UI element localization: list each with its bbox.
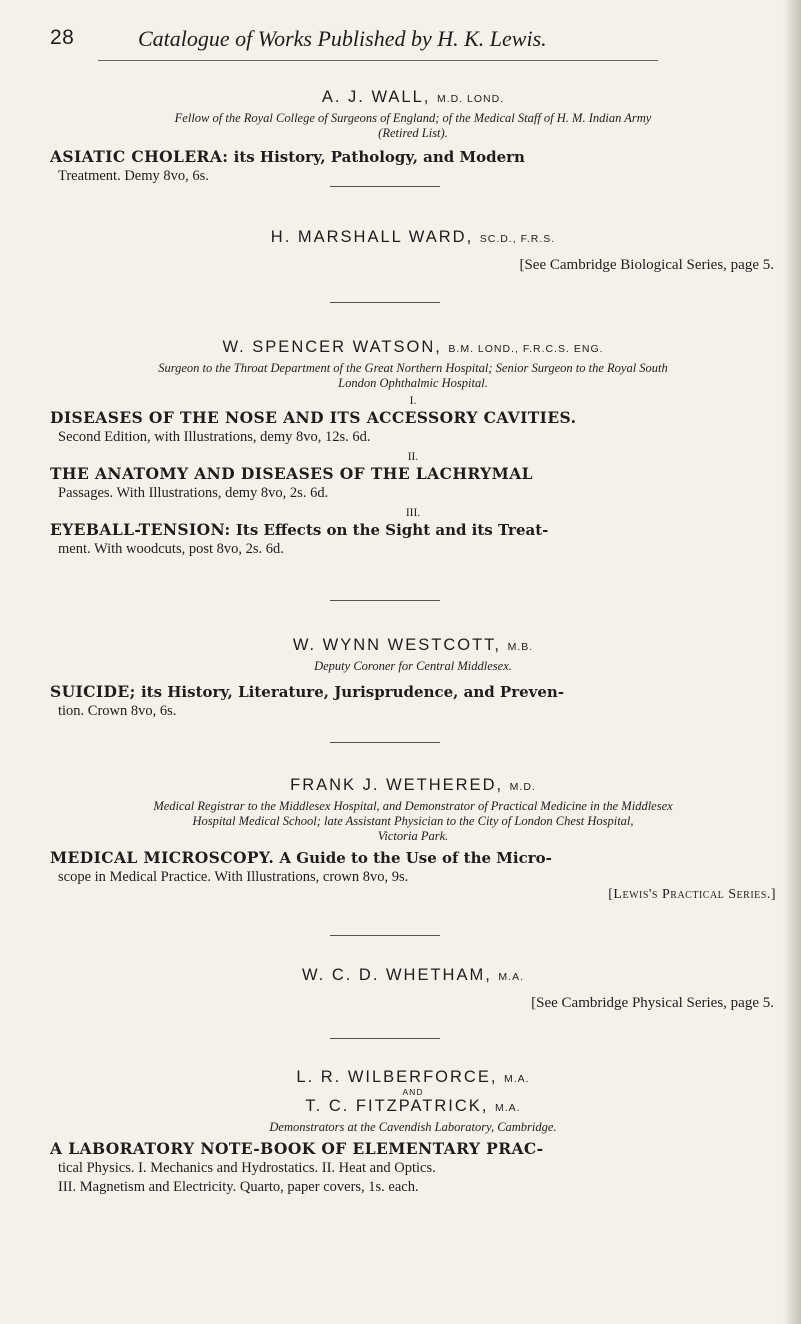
book-title-rest: A Guide to the Use of the Micro- (274, 849, 552, 867)
credentials-line: (Retired List). (378, 126, 448, 140)
author-name-text: W. C. D. WHETHAM, (301, 966, 492, 984)
book-title-rest: Its Effects on the Sight and its Treat- (230, 521, 549, 539)
coauthor-degree: M.A. (494, 1102, 521, 1114)
author-credentials (50, 1120, 776, 1135)
section-divider (330, 186, 440, 187)
roman-numeral: III. (405, 507, 421, 519)
book-listing (50, 848, 776, 868)
book-listing (50, 408, 776, 428)
book-title-rest: its History, Literature, Jurisprudence, and Preven- (135, 683, 565, 701)
author-name-text: A. J. WALL, (321, 88, 431, 106)
author-name (50, 636, 776, 655)
page-number: 28 (50, 26, 75, 49)
author-name (50, 1068, 776, 1087)
book-details: tion. Crown 8vo, 6s. (58, 703, 177, 719)
page-edge-shadow (783, 0, 801, 1324)
credentials-line: Victoria Park. (377, 829, 449, 843)
author-credentials (50, 799, 776, 844)
author-name (50, 88, 776, 107)
author-credentials (50, 361, 776, 391)
entry-westcott (50, 636, 776, 721)
author-degree: M.A. (498, 971, 524, 983)
author-credentials (50, 111, 776, 141)
entry-ward (50, 228, 776, 274)
entry-whetham (50, 966, 776, 1012)
credentials-line: Surgeon to the Throat Department of the Great Northern Hospital; Senior Surgeon to the Royal South (158, 361, 668, 375)
author-name (50, 966, 776, 985)
book-listing (50, 520, 776, 540)
series-note: [Lewis's Practical Series.] (608, 887, 776, 902)
credentials-line: Medical Registrar to the Middlesex Hospital, and Demonstrator of Practical Medicine in the Middlesex (153, 799, 673, 813)
author-degree: M.D. LOND. (436, 93, 505, 105)
author-name (50, 338, 776, 357)
author-name-text: W. WYNN WESTCOTT, (292, 636, 501, 654)
author-degree: M.A. (504, 1073, 530, 1085)
author-degree: SC.D., F.R.S. (479, 233, 556, 245)
author-degree: M.B. (507, 641, 534, 653)
cross-reference: [See Cambridge Physical Series, page 5. (531, 995, 774, 1011)
roman-numeral: II. (407, 451, 419, 463)
book-details: tical Physics. I. Mechanics and Hydrostatics. II. Heat and Optics. (58, 1160, 436, 1176)
book-listing (50, 1139, 776, 1159)
section-divider (330, 600, 440, 601)
credentials-line: Hospital Medical School; late Assistant Physician to the City of London Chest Hospital, (192, 814, 634, 828)
book-details: Passages. With Illustrations, demy 8vo, 2s. 6d. (58, 485, 329, 501)
book-title-rest: its History, Pathology, and Modern (228, 148, 525, 166)
book-title: A LABORATORY NOTE-BOOK OF ELEMENTARY PRAC- (50, 1139, 544, 1158)
credentials-line: London Ophthalmic Hospital. (338, 376, 488, 390)
author-name (50, 776, 776, 795)
book-details: III. Magnetism and Electricity. Quarto, paper covers, 1s. each. (58, 1179, 419, 1195)
header-rule (98, 60, 658, 61)
author-name (50, 228, 776, 247)
author-credentials (50, 659, 776, 674)
book-title: ASIATIC CHOLERA: (50, 147, 229, 166)
credentials-line: Deputy Coroner for Central Middlesex. (314, 659, 512, 673)
credentials-line: Demonstrators at the Cavendish Laboratory, Cambridge. (269, 1120, 557, 1134)
author-name-text: FRANK J. WETHERED, (290, 776, 504, 794)
book-title: DISEASES OF THE NOSE AND ITS ACCESSORY CAVITIES. (50, 408, 577, 427)
entry-wilberforce-fitzpatrick (50, 1068, 776, 1197)
roman-numeral: I. (409, 395, 417, 407)
cross-reference: [See Cambridge Biological Series, page 5. (519, 257, 774, 273)
section-divider (330, 302, 440, 303)
book-title: MEDICAL MICROSCOPY. (50, 848, 275, 867)
author-degree: B.M. LOND., F.R.C.S. ENG. (448, 343, 604, 355)
entry-wethered (50, 776, 776, 903)
book-title: SUICIDE; (50, 682, 136, 701)
page-header (50, 26, 761, 56)
book-listing (50, 464, 776, 484)
author-name-text: H. MARSHALL WARD, (270, 228, 474, 246)
book-details: ment. With woodcuts, post 8vo, 2s. 6d. (58, 541, 284, 557)
section-divider (330, 1038, 440, 1039)
conjunction: AND (402, 1087, 424, 1097)
coauthor-name-text: T. C. FITZPATRICK, (305, 1097, 489, 1115)
coauthor-name (50, 1097, 776, 1116)
author-degree: M.D. (509, 781, 536, 793)
running-title: Catalogue of Works Published by H. K. Lewis. (138, 26, 547, 51)
book-details: Treatment. Demy 8vo, 6s. (58, 168, 209, 184)
author-name-text: W. SPENCER WATSON, (222, 338, 442, 356)
book-listing (50, 682, 776, 702)
author-name-text: L. R. WILBERFORCE, (296, 1068, 498, 1086)
book-details: scope in Medical Practice. With Illustrations, crown 8vo, 9s. (58, 869, 409, 885)
book-details: Second Edition, with Illustrations, demy 8vo, 12s. 6d. (58, 429, 371, 445)
credentials-line: Fellow of the Royal College of Surgeons of England; of the Medical Staff of H. M. Indian Army (174, 111, 652, 125)
entry-wall (50, 88, 776, 186)
book-listing (50, 147, 776, 167)
book-title: THE ANATOMY AND DISEASES OF THE LACHRYMAL (50, 464, 533, 483)
section-divider (330, 742, 440, 743)
section-divider (330, 935, 440, 936)
entry-watson (50, 338, 776, 559)
book-title: EYEBALL-TENSION: (50, 520, 231, 539)
